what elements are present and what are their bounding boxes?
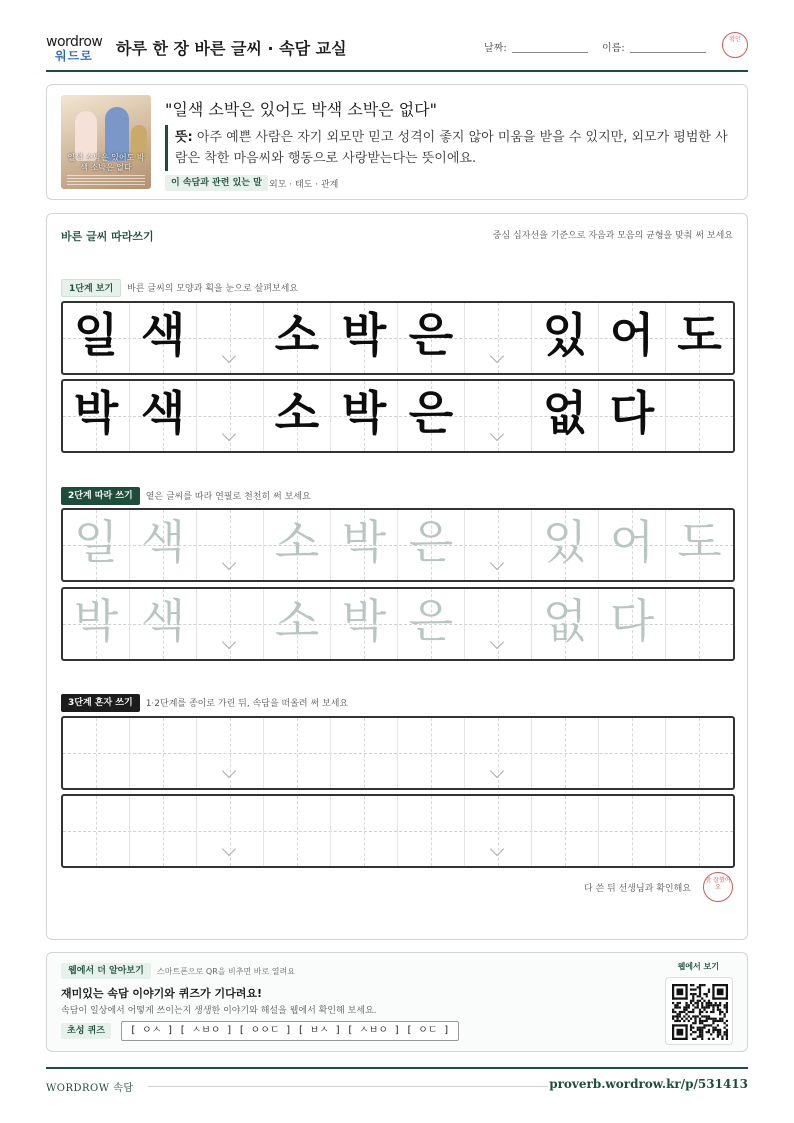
initial-consonant-quiz: [ ㅇㅅ ] [ ㅅㅂㅇ ] [ ㅇㅇㄷ ] [ ㅂㅅ ] [ ㅅㅂㅇ ] [ ㅇㄷ ] — [121, 1021, 459, 1041]
grid-cell — [331, 589, 398, 659]
grid-char: 은 — [408, 386, 454, 440]
page-footer — [46, 1067, 748, 1097]
grid-cell — [264, 589, 331, 659]
grid-char: 소 — [274, 515, 320, 569]
grid-char: 도 — [677, 515, 722, 569]
grid-char: 없 — [542, 594, 588, 648]
step-2 — [61, 485, 311, 503]
word-space-chevron-icon — [488, 433, 508, 443]
grid-char: 은 — [408, 515, 454, 569]
practice-title: 바른 글씨 따라쓰기 — [61, 230, 154, 243]
grid-cell — [666, 718, 733, 788]
grid-row-trace-1[interactable] — [61, 508, 735, 582]
great-job-seal-icon — [703, 872, 733, 902]
grid-char: 박 — [341, 386, 387, 440]
grid-cell — [197, 589, 264, 659]
grid-cell — [197, 381, 264, 451]
grid-cell — [63, 796, 130, 866]
grid-cell — [599, 303, 666, 373]
practice-hint: 중심 십자선을 기준으로 자음과 모음의 균형을 맞춰 써 보세요 — [492, 231, 733, 241]
word-space-chevron-icon — [220, 848, 240, 858]
grid-cell — [465, 510, 532, 580]
grid-cell — [599, 796, 666, 866]
step-3 — [61, 692, 348, 710]
grid-char: 소 — [274, 308, 320, 362]
qr-code-icon — [672, 984, 728, 1040]
grid-cell — [599, 718, 666, 788]
step-1 — [61, 277, 298, 295]
name-label: 이름: — [602, 43, 625, 54]
date-label: 날짜: — [484, 43, 507, 54]
word-space-chevron-icon — [220, 355, 240, 365]
grid-char: 다 — [609, 386, 655, 440]
cell-center-line — [699, 796, 700, 866]
grid-row-trace-2[interactable] — [61, 587, 735, 661]
page-title: 하루 한 장 바른 글씨 · 속담 교실 — [116, 39, 347, 58]
cell-center-line — [699, 589, 700, 659]
cell-center-line — [565, 718, 566, 788]
cell-center-line — [297, 796, 298, 866]
grid-cell — [331, 796, 398, 866]
grid-cell — [264, 796, 331, 866]
cell-center-line — [96, 796, 97, 866]
word-space-chevron-icon — [220, 641, 240, 651]
cell-center-line — [96, 718, 97, 788]
step-3-desc: 1·2단계를 종이로 가린 뒤, 속담을 떠올려 써 보세요 — [145, 699, 349, 709]
illustration-caption: 일색 소박은 있어도 박색 소박은 없다 — [67, 153, 145, 172]
footer-divider — [148, 1086, 548, 1087]
grid-cell — [63, 589, 130, 659]
word-space-chevron-icon — [488, 562, 508, 572]
grid-cell — [532, 510, 599, 580]
footer-url[interactable]: proverb.wordrow.kr/p/531413 — [549, 1077, 748, 1091]
qr-label: 웹에서 보기 — [677, 962, 719, 971]
cell-center-line — [364, 796, 365, 866]
grid-cell — [63, 510, 130, 580]
word-space-chevron-icon — [220, 770, 240, 780]
grid-row-view-1 — [61, 301, 735, 375]
grid-char: 박 — [341, 594, 387, 648]
word-space-chevron-icon — [488, 641, 508, 651]
seal-bottom-text: 참 잘했어요 — [705, 877, 731, 891]
step-1-badge: 1단계 보기 — [61, 279, 121, 297]
grid-char: 어 — [609, 308, 655, 362]
grid-char: 소 — [274, 386, 320, 440]
grid-cell — [398, 303, 465, 373]
grid-cell — [63, 303, 130, 373]
grid-cell — [666, 381, 733, 451]
cell-center-line — [632, 796, 633, 866]
grid-char: 도 — [677, 308, 722, 362]
grid-cell — [532, 589, 599, 659]
grid-cell — [666, 796, 733, 866]
grid-char: 색 — [140, 386, 186, 440]
grid-cell — [398, 718, 465, 788]
grid-char: 박 — [73, 594, 119, 648]
web-hint: 스마트폰으로 QR을 비추면 바로 열려요 — [157, 967, 295, 976]
grid-cell — [130, 589, 197, 659]
grid-cell — [465, 718, 532, 788]
grid-cell — [264, 381, 331, 451]
logo-wordmark: wordrow — [46, 34, 103, 50]
grid-cell — [130, 381, 197, 451]
grid-cell — [63, 718, 130, 788]
proverb-text: "일색 소박은 있어도 박색 소박은 없다" — [165, 100, 437, 119]
step-2-badge: 2단계 따라 쓰기 — [61, 487, 140, 505]
grid-cell — [398, 381, 465, 451]
word-space-chevron-icon — [488, 770, 508, 780]
grid-cell — [331, 303, 398, 373]
grid-cell — [465, 589, 532, 659]
grid-char: 일 — [73, 515, 119, 569]
web-title: 재미있는 속담 이야기와 퀴즈가 기다려요! — [61, 987, 262, 1000]
grid-cell — [599, 510, 666, 580]
grid-cell — [532, 796, 599, 866]
meaning-text: 아주 예쁜 사람은 자기 외모만 믿고 성격이 좋지 않아 미움을 받을 수 있지만, 외모가 평범한 사람은 착한 마음씨와 행동으로 사랑받는다는 뜻이에요. — [175, 130, 728, 166]
word-space-chevron-icon — [488, 848, 508, 858]
step-2-desc: 옅은 글씨를 따라 연필로 천천히 써 보세요 — [145, 492, 311, 502]
grid-cell — [666, 589, 733, 659]
grid-char: 은 — [408, 308, 454, 362]
grid-cell — [465, 381, 532, 451]
grid-char: 없 — [542, 386, 588, 440]
grid-cell — [197, 796, 264, 866]
teacher-confirm-text: 다 쓴 뒤 선생님과 확인해요 — [583, 884, 691, 894]
name-field[interactable] — [630, 52, 706, 53]
practice-section — [46, 213, 748, 940]
logo-korean: 워드로 — [55, 49, 93, 63]
page-header — [46, 30, 748, 72]
grid-char: 다 — [609, 594, 655, 648]
cell-center-line — [163, 718, 164, 788]
grid-char: 색 — [140, 308, 186, 362]
cell-center-line — [699, 718, 700, 788]
quiz-label: 초성 퀴즈 — [61, 1023, 111, 1039]
grid-row-view-2 — [61, 379, 735, 453]
meaning-accent-bar — [165, 125, 168, 171]
cell-center-line — [699, 381, 700, 451]
grid-cell — [264, 510, 331, 580]
date-field[interactable] — [512, 52, 588, 53]
cell-center-line — [297, 718, 298, 788]
grid-cell — [599, 589, 666, 659]
grid-cell — [264, 303, 331, 373]
cell-center-line — [431, 796, 432, 866]
proverb-illustration — [61, 95, 151, 189]
web-desc: 속담이 일상에서 어떻게 쓰이는지 생생한 이야기와 해설을 웹에서 확인해 보세요. — [61, 1006, 377, 1016]
check-seal-icon — [722, 32, 748, 58]
grid-char: 색 — [140, 594, 186, 648]
cell-center-line — [565, 796, 566, 866]
grid-cell — [197, 303, 264, 373]
illustration-fine-text — [67, 175, 145, 185]
grid-char: 있 — [542, 308, 588, 362]
related-tag: 이 속담과 관련 있는 말 — [165, 175, 268, 191]
grid-char: 일 — [73, 308, 119, 362]
cell-center-line — [431, 718, 432, 788]
grid-cell — [130, 303, 197, 373]
proverb-meaning — [175, 127, 735, 169]
grid-char: 어 — [609, 515, 655, 569]
grid-cell — [465, 796, 532, 866]
qr-code[interactable] — [665, 977, 733, 1045]
grid-cell — [398, 796, 465, 866]
grid-cell — [666, 303, 733, 373]
grid-char: 소 — [274, 594, 320, 648]
grid-cell — [264, 718, 331, 788]
footer-brand: WORDROW 속담 — [46, 1083, 134, 1094]
cell-center-line — [364, 718, 365, 788]
step-1-desc: 바른 글씨의 모양과 획을 눈으로 살펴보세요 — [127, 284, 298, 294]
word-space-chevron-icon — [220, 433, 240, 443]
wordrow-logo — [46, 34, 108, 62]
grid-cell — [398, 589, 465, 659]
word-space-chevron-icon — [220, 562, 240, 572]
step-3-badge: 3단계 혼자 쓰기 — [61, 694, 140, 712]
cell-center-line — [163, 796, 164, 866]
grid-cell — [197, 718, 264, 788]
grid-cell — [599, 381, 666, 451]
grid-row-blank-1[interactable] — [61, 716, 735, 790]
grid-char: 있 — [542, 515, 588, 569]
seal-text: 확인 — [729, 36, 741, 43]
grid-char: 박 — [73, 386, 119, 440]
web-info-card — [46, 952, 748, 1052]
grid-cell — [130, 796, 197, 866]
grid-row-blank-2[interactable] — [61, 794, 735, 868]
grid-cell — [331, 381, 398, 451]
proverb-card — [46, 84, 748, 200]
grid-cell — [130, 718, 197, 788]
grid-cell — [331, 718, 398, 788]
meaning-label: 뜻: — [175, 130, 193, 145]
grid-char: 색 — [140, 515, 186, 569]
grid-cell — [398, 510, 465, 580]
web-tag: 웹에서 더 알아보기 — [61, 963, 151, 979]
grid-cell — [532, 381, 599, 451]
grid-cell — [532, 718, 599, 788]
grid-cell — [197, 510, 264, 580]
grid-cell — [465, 303, 532, 373]
grid-cell — [130, 510, 197, 580]
grid-char: 은 — [408, 594, 454, 648]
grid-cell — [63, 381, 130, 451]
grid-char: 박 — [341, 515, 387, 569]
grid-char: 박 — [341, 308, 387, 362]
grid-cell — [666, 510, 733, 580]
cell-center-line — [632, 718, 633, 788]
grid-cell — [331, 510, 398, 580]
grid-cell — [532, 303, 599, 373]
related-words: 외모 · 태도 · 관계 — [269, 180, 339, 190]
word-space-chevron-icon — [488, 355, 508, 365]
